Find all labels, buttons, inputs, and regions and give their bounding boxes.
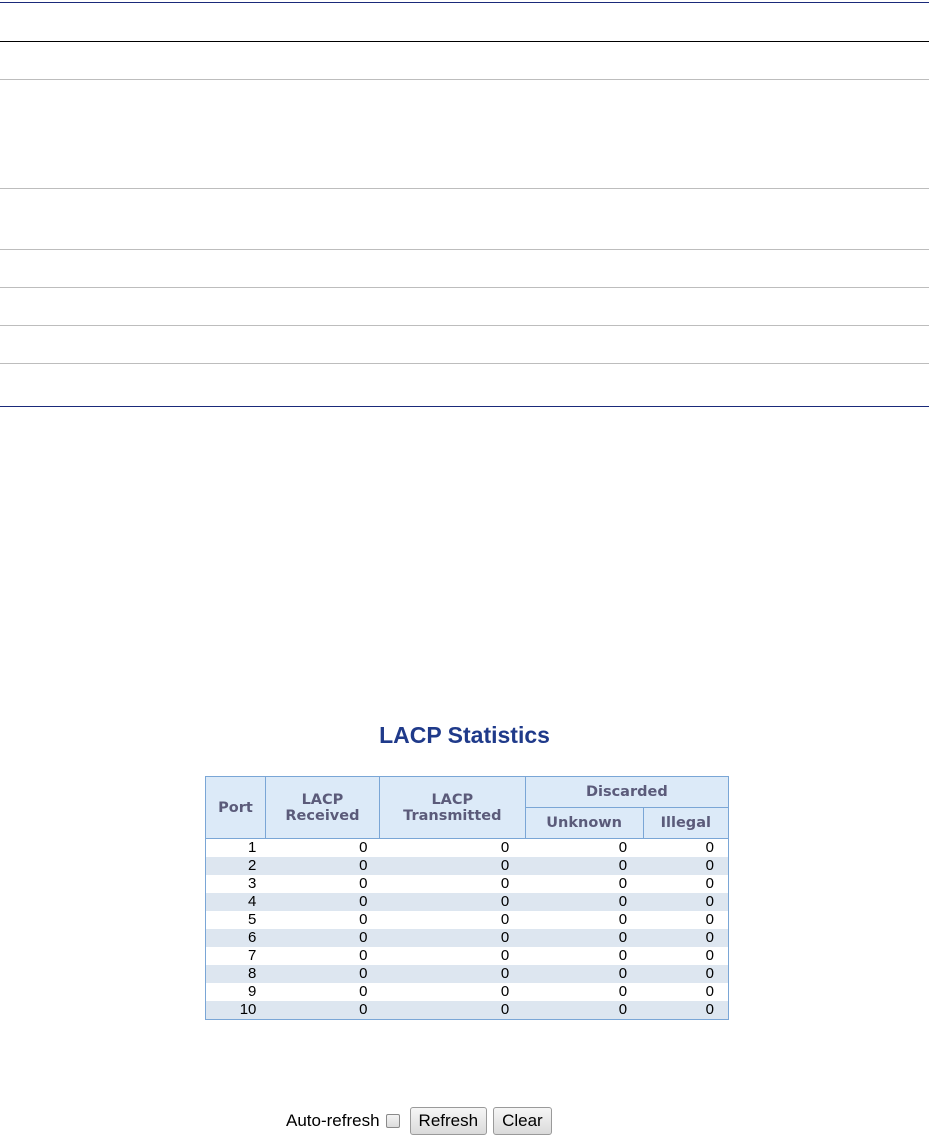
cell-received: 0 <box>265 965 379 983</box>
table-header-divider <box>0 41 929 42</box>
cell-unknown: 0 <box>525 1001 643 1020</box>
refresh-button[interactable]: Refresh <box>410 1107 488 1135</box>
cell-unknown: 0 <box>525 929 643 947</box>
cell-illegal: 0 <box>643 857 728 875</box>
table-row-divider <box>0 188 929 189</box>
table-row-divider <box>0 287 929 288</box>
cell-received: 0 <box>265 857 379 875</box>
cell-port: 5 <box>206 911 266 929</box>
cell-unknown: 0 <box>525 983 643 1001</box>
cell-port: 2 <box>206 857 266 875</box>
cell-illegal: 0 <box>643 1001 728 1020</box>
refresh-controls <box>286 1105 558 1137</box>
cell-illegal: 0 <box>643 965 728 983</box>
table-top-border <box>0 2 929 3</box>
cell-transmitted: 0 <box>379 929 525 947</box>
cell-received: 0 <box>265 875 379 893</box>
table-row-divider <box>0 325 929 326</box>
cell-port: 8 <box>206 965 266 983</box>
column-header-label: Transmitted <box>403 807 502 824</box>
cell-transmitted: 0 <box>379 893 525 911</box>
table-row <box>206 965 729 983</box>
table-row <box>206 839 729 858</box>
column-header-label: LACP <box>301 791 344 808</box>
auto-refresh-checkbox[interactable] <box>386 1114 400 1128</box>
cell-unknown: 0 <box>525 893 643 911</box>
cell-unknown: 0 <box>525 947 643 965</box>
cell-port: 9 <box>206 983 266 1001</box>
cell-port: 1 <box>206 839 266 858</box>
cell-received: 0 <box>265 947 379 965</box>
cell-port: 7 <box>206 947 266 965</box>
cell-illegal: 0 <box>643 875 728 893</box>
cell-port: 6 <box>206 929 266 947</box>
cell-transmitted: 0 <box>379 839 525 858</box>
table-row <box>206 947 729 965</box>
cell-illegal: 0 <box>643 911 728 929</box>
cell-illegal: 0 <box>643 839 728 858</box>
column-header-label: LACP <box>431 791 474 808</box>
cell-transmitted: 0 <box>379 875 525 893</box>
lacp-statistics-table <box>205 776 729 1020</box>
cell-received: 0 <box>265 983 379 1001</box>
cell-illegal: 0 <box>643 983 728 1001</box>
cell-illegal: 0 <box>643 947 728 965</box>
column-group-discarded: Discarded <box>525 777 728 808</box>
table-row <box>206 929 729 947</box>
cell-received: 0 <box>265 929 379 947</box>
column-header-port: Port <box>206 777 266 839</box>
column-header-illegal: Illegal <box>643 808 728 839</box>
auto-refresh-label: Auto-refresh <box>286 1111 380 1130</box>
cell-received: 0 <box>265 893 379 911</box>
table-row <box>206 875 729 893</box>
cell-transmitted: 0 <box>379 1001 525 1020</box>
cell-unknown: 0 <box>525 965 643 983</box>
table-row <box>206 983 729 1001</box>
cell-transmitted: 0 <box>379 947 525 965</box>
cell-received: 0 <box>265 1001 379 1020</box>
clear-button[interactable]: Clear <box>493 1107 552 1135</box>
column-header-unknown: Unknown <box>525 808 643 839</box>
cell-port: 3 <box>206 875 266 893</box>
cell-port: 4 <box>206 893 266 911</box>
cell-unknown: 0 <box>525 857 643 875</box>
page-title: LACP Statistics <box>379 722 550 748</box>
cell-received: 0 <box>265 911 379 929</box>
cell-transmitted: 0 <box>379 911 525 929</box>
table-row-divider <box>0 249 929 250</box>
cell-transmitted: 0 <box>379 983 525 1001</box>
table-row <box>206 857 729 875</box>
table-row <box>206 893 729 911</box>
cell-transmitted: 0 <box>379 857 525 875</box>
cell-transmitted: 0 <box>379 965 525 983</box>
cell-illegal: 0 <box>643 929 728 947</box>
table-bottom-border <box>0 406 929 407</box>
cell-unknown: 0 <box>525 911 643 929</box>
table-row <box>206 1001 729 1020</box>
cell-illegal: 0 <box>643 893 728 911</box>
table-row <box>206 911 729 929</box>
cell-received: 0 <box>265 839 379 858</box>
column-header-lacp-received <box>265 777 379 839</box>
column-header-lacp-transmitted <box>379 777 525 839</box>
cell-unknown: 0 <box>525 839 643 858</box>
table-row-divider <box>0 79 929 80</box>
column-header-label: Received <box>285 807 360 824</box>
table-row-divider <box>0 363 929 364</box>
cell-port: 10 <box>206 1001 266 1020</box>
cell-unknown: 0 <box>525 875 643 893</box>
